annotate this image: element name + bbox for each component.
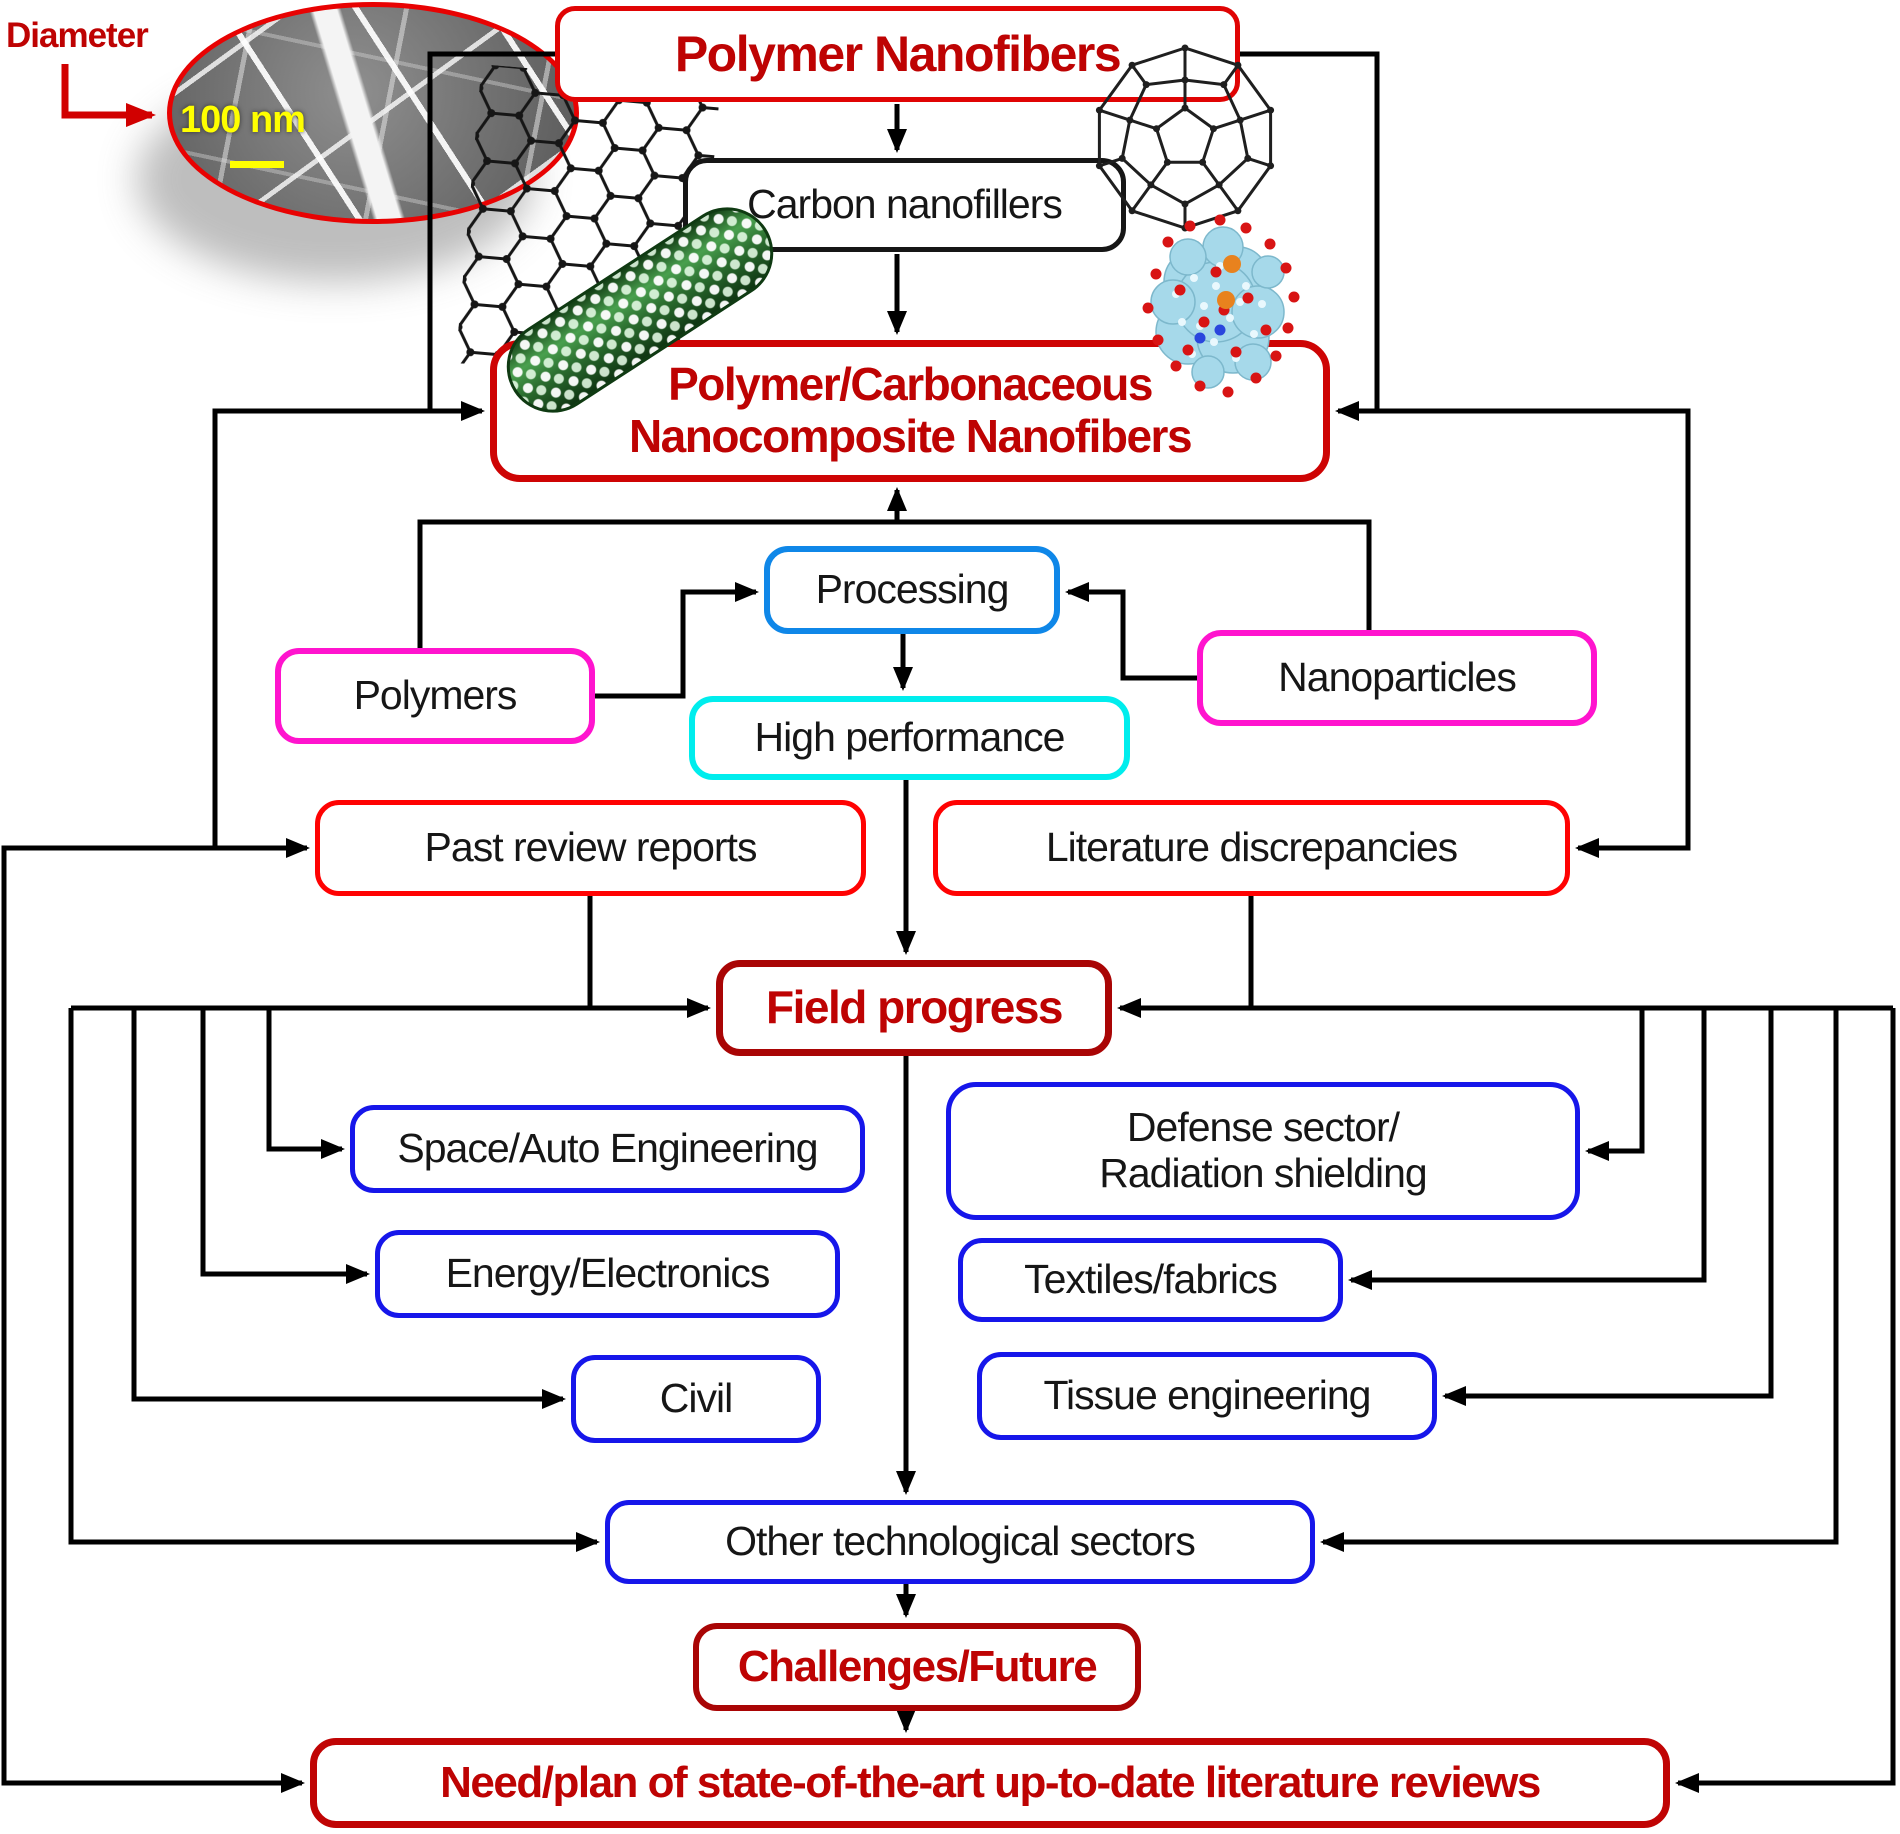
node-challenges-label: Challenges/Future (737, 1642, 1097, 1692)
node-high-performance (689, 696, 1130, 780)
node-defense-line1: Defense sector/ (1126, 1104, 1400, 1151)
edge-farleft-to-need-plan (4, 848, 302, 1783)
node-energy-label: Energy/Electronics (445, 1250, 770, 1297)
scale-bar-label: 100 nm (180, 99, 305, 141)
node-need-plan-reviews (310, 1738, 1670, 1828)
node-defense-line2: Radiation shielding (1099, 1150, 1427, 1196)
node-literature-discrepancies-label: Literature discrepancies (1045, 824, 1458, 871)
edge-nanoparticles-to-processing (1068, 592, 1197, 678)
node-tissue-label: Tissue engineering (1043, 1372, 1371, 1419)
node-tissue-engineering (977, 1352, 1437, 1440)
node-past-review-label: Past review reports (424, 824, 757, 871)
node-polymers-label: Polymers (353, 672, 517, 719)
edge-to-energy (203, 1008, 367, 1274)
node-other-tech-label: Other technological sectors (725, 1518, 1195, 1565)
node-space-auto-label: Space/Auto Engineering (397, 1125, 818, 1172)
node-energy-electronics (375, 1230, 840, 1318)
node-carbon-nanofillers-label: Carbon nanofillers (747, 181, 1062, 228)
diameter-label: Diameter (6, 16, 148, 55)
node-defense-radiation (946, 1082, 1580, 1220)
node-polymer-nanofibers-label: Polymer Nanofibers (674, 26, 1121, 82)
node-space-auto-engineering (350, 1105, 865, 1193)
node-textiles-label: Textiles/fabrics (1024, 1256, 1277, 1303)
node-field-progress (716, 960, 1112, 1056)
node-challenges-future (693, 1623, 1141, 1711)
node-high-performance-label: High performance (754, 714, 1065, 761)
node-polymer-carbonaceous-line2: Nanocomposite Nanofibers (628, 410, 1192, 462)
edge-to-space-auto (269, 1008, 342, 1149)
edge-to-defense (1588, 1008, 1642, 1151)
edge-to-civil (134, 1008, 563, 1399)
molecule-cluster-image (1128, 202, 1308, 412)
node-textiles-fabrics (958, 1238, 1343, 1322)
edge-leftrail-to-past-review (215, 411, 430, 848)
node-need-plan-label: Need/plan of state-of-the-art up-to-date literature reviews (440, 1758, 1540, 1808)
diameter-pointer-arrow (65, 64, 152, 115)
node-literature-discrepancies (933, 800, 1570, 896)
edge-polymers-to-processing (595, 592, 756, 696)
node-other-technological-sectors (605, 1500, 1315, 1584)
node-civil (571, 1355, 821, 1443)
node-nanoparticles (1197, 630, 1597, 726)
node-nanoparticles-label: Nanoparticles (1278, 654, 1516, 701)
node-field-progress-label: Field progress (766, 981, 1062, 1034)
node-polymers (275, 648, 595, 744)
node-processing-label: Processing (815, 566, 1009, 613)
node-polymer-carbonaceous-line1: Polymer/Carbonaceous (668, 358, 1152, 411)
node-processing (764, 546, 1060, 634)
node-civil-label: Civil (659, 1375, 733, 1422)
node-past-review-reports (315, 800, 866, 896)
